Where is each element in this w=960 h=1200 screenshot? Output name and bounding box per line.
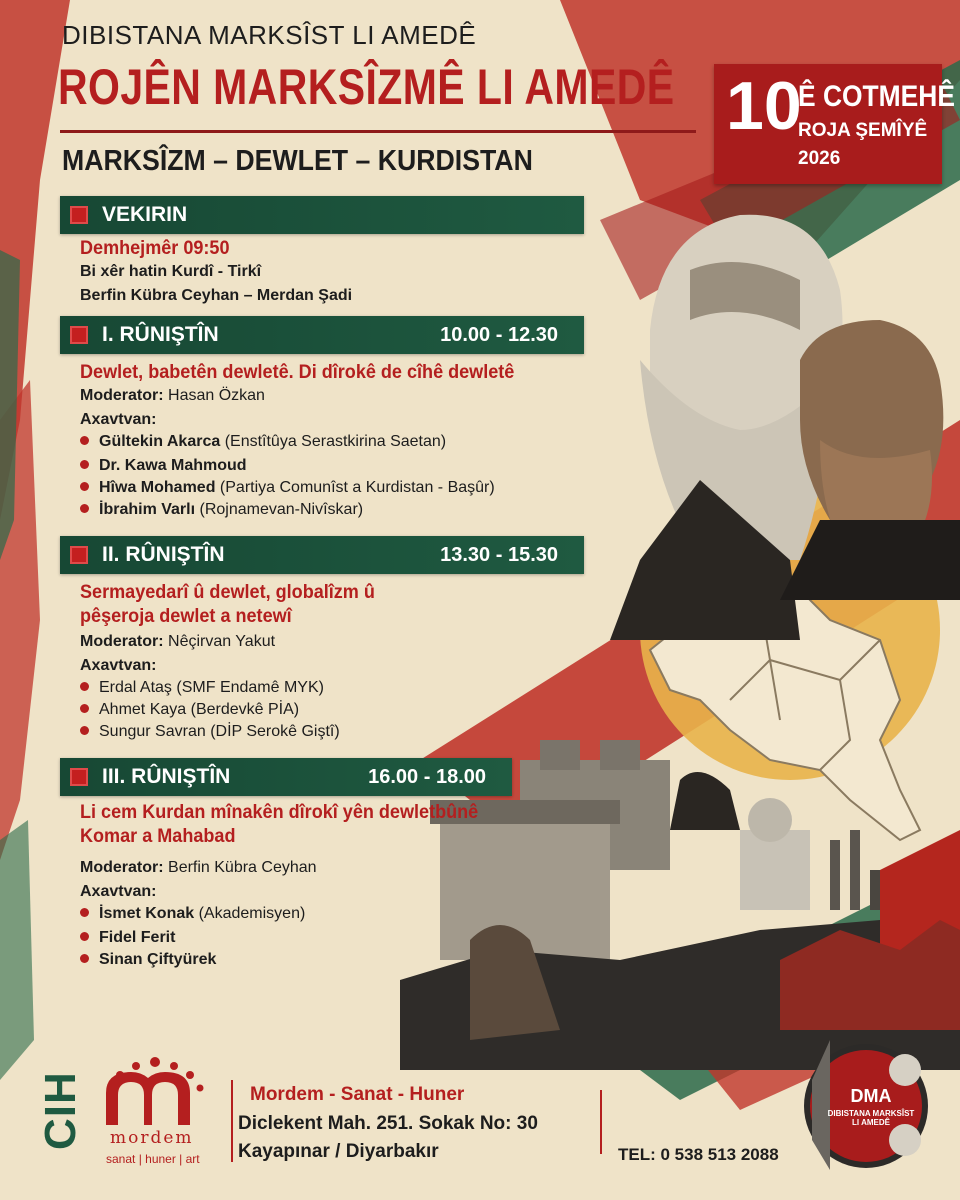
bullet-dot-icon [80,436,89,445]
page-title: ROJÊN MARKSÎZMÊ LI AMEDÊ [58,59,675,115]
bullet-dot-icon [80,726,89,735]
cih-logo: CIH [36,1071,85,1150]
bullet-dot-icon [80,908,89,917]
speaker-item: Erdal Ataş (SMF Endamê MYK) [80,678,324,698]
session-3-topic-line-1: Li cem Kurdan mînakên dîrokî yên dewletbûnê [80,802,479,823]
page-subtitle: MARKSÎZM – DEWLET – KURDISTAN [62,145,533,177]
phone-number: TEL: 0 538 513 2088 [618,1145,779,1164]
session-1-moderator: Moderator: Hasan Özkan [80,387,265,404]
session-3-label: III. RÛNIŞTÎN [102,765,231,788]
school-name: DIBISTANA MARKSÎST LI AMEDÊ [62,20,477,50]
venue-address-line-2: Kayapınar / Diyarbakır [238,1141,439,1162]
session-1-label: I. RÛNIŞTÎN [102,323,219,346]
bullet-dot-icon [80,704,89,713]
opening-time: Demhejmêr 09:50 [80,238,230,259]
session-2-time: 13.30 - 15.30 [440,544,558,566]
engels-portrait [780,320,960,600]
session-2-topic-line-2: pêşeroja dewlet a netewî [80,606,292,627]
opening-label: VEKIRIN [102,203,188,226]
date-month: Ê COTMEHÊ [798,80,955,113]
bullet-dot-icon [80,954,89,963]
date-day: 10 [726,68,802,144]
venue-address-line-1: Diclekent Mah. 251. Sokak No: 30 [238,1113,538,1134]
session-2-label: II. RÛNIŞTÎN [102,543,225,566]
mordem-logo-word: mordem [110,1128,194,1148]
mordem-tagline: sanat | huner | art [106,1152,200,1166]
footer-divider [231,1080,233,1162]
dma-logo-sub1: DIBISTANA MARKSÎST [827,1109,915,1118]
footer-divider [600,1090,602,1154]
dma-logo-text [808,1064,934,1127]
speaker-item: Sungur Savran (DİP Serokê Giştî) [80,722,340,742]
session-3-moderator: Moderator: Berfin Kübra Ceyhan [80,859,317,876]
session-2-topic-line-1: Sermayedarî û dewlet, globalîzm û [80,582,375,603]
square-bullet-icon [70,546,88,564]
speaker-item: Fidel Ferit [80,928,175,948]
session-3-speakers-label: Axavtvan: [80,883,157,900]
speaker-item: Gültekin Akarca (Enstîtûya Serastkirina Saetan) [80,432,446,452]
opening-translation-note: Bi xêr hatin Kurdî - Tirkî [80,263,262,280]
session-1-speakers-label: Axavtvan: [80,411,157,428]
session-3-bar [60,758,512,796]
date-year: 2026 [798,148,841,169]
bullet-dot-icon [80,932,89,941]
bullet-dot-icon [80,482,89,491]
square-bullet-icon [70,326,88,344]
dma-logo-title: DMA [850,1086,892,1106]
dma-logo-sub2: LI AMEDÊ [852,1118,890,1127]
title-divider [60,130,696,133]
session-1-topic: Dewlet, babetên dewletê. Di dîrokê de cîhê dewletê [80,362,515,383]
square-bullet-icon [70,768,88,786]
session-1-time: 10.00 - 12.30 [440,324,558,346]
speaker-item: İbrahim Varlı (Rojnamevan-Nivîskar) [80,500,363,520]
session-2-speakers-label: Axavtvan: [80,657,157,674]
speaker-item: Hîwa Mohamed (Partiya Comunîst a Kurdistan - Başûr) [80,478,495,498]
bullet-dot-icon [80,504,89,513]
speaker-item: Ahmet Kaya (Berdevkê PİA) [80,700,299,720]
opening-bar [60,196,584,234]
date-box [714,64,955,184]
bullet-dot-icon [80,460,89,469]
bullet-dot-icon [80,682,89,691]
session-2-moderator: Moderator: Nêçirvan Yakut [80,633,276,650]
session-3-topic-line-2: Komar a Mahabad [80,826,236,847]
speaker-item: Sinan Çiftyürek [80,950,216,970]
opening-hosts: Berfin Kübra Ceyhan – Merdan Şadi [80,287,353,304]
session-3-time: 16.00 - 18.00 [368,766,486,788]
speaker-item: Dr. Kawa Mahmoud [80,456,247,476]
session-2-bar [60,536,584,574]
speaker-item: İsmet Konak (Akademisyen) [80,904,305,924]
venue-name: Mordem - Sanat - Huner [250,1084,465,1105]
session-1-bar [60,316,584,354]
date-weekday: ROJA ŞEMÎYÊ [798,120,928,141]
square-bullet-icon [70,206,88,224]
